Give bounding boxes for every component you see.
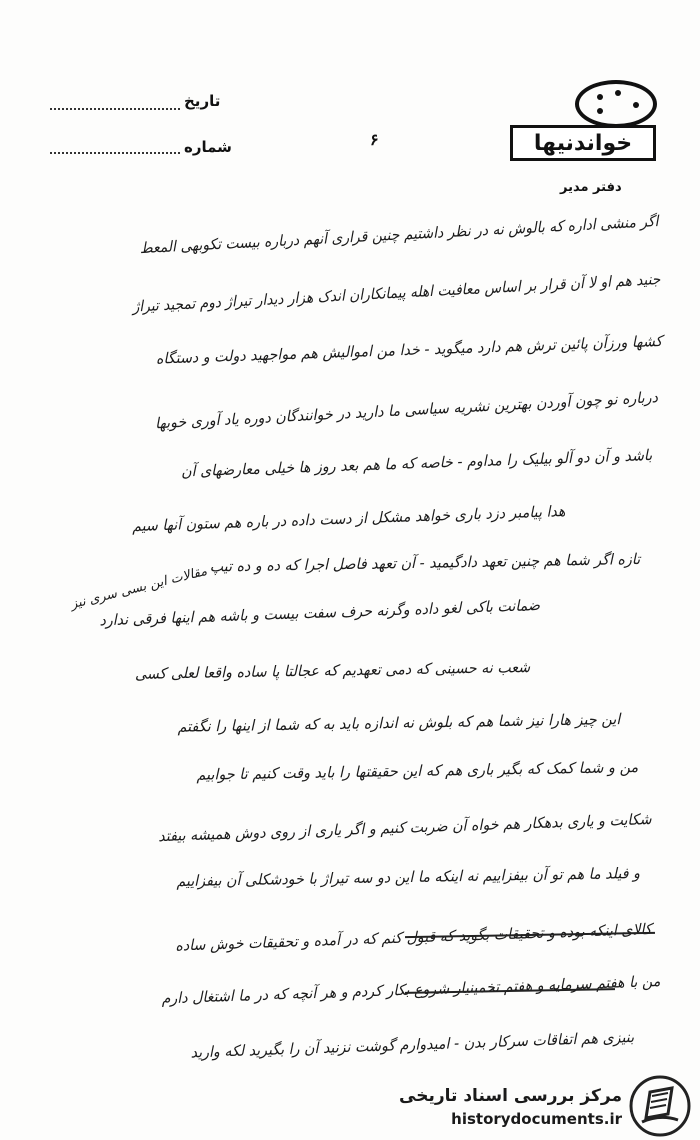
number-label: شماره — [184, 138, 232, 156]
letter-line: من و شما کمک که بگیر باری هم که این حقیقتها را باید وقت کنیم تا جوابیم — [196, 758, 639, 784]
letter-line: جنید هم او لا آن قرار بر اساس معافیت اهله پیمانکاران اندک هزار دیدار تیراژ دوم تمجید تیراژ — [131, 270, 661, 316]
letter-line: ضمانت باکی لغو داده وگرنه حرف سفت بیست و باشه هم اینها فرقی ندارد — [99, 596, 541, 630]
letter-line: کالای اینکه بوده و تحقیقات بگوید که قبول کنم که در آمده و تحقیقات خوش ساده — [175, 920, 653, 955]
date-label: تاریخ — [184, 92, 221, 110]
letter-line: این چیز هارا نیز شما هم که بلوش نه اندازه باید به که شما از اینها را نگفتم — [177, 710, 621, 736]
number-value: ۶ — [370, 130, 379, 149]
archive-logo-icon — [628, 1074, 692, 1138]
letter-line: هدا پیامبر دزد باری خواهد مشکل از دست داده در باره هم ستون آنها سیم — [131, 502, 566, 536]
letter-line: تازه اگر شما هم چنین تعهد دادگیمید - آن تعهد فاصل اجرا که ده و ده تیپ — [209, 550, 641, 576]
margin-note: مقالات این بسی سری نیز — [69, 563, 209, 613]
letter-line: بنیزی هم اتفاقات سرکار بدن - امیدوارم گوشت نزنید آن را بگیرید لکه وارید — [190, 1028, 635, 1062]
watermark-persian: مرکز بررسی اسناد تاریخی — [399, 1086, 622, 1106]
letter-line: درباره نو چون آوردن بهترین نشریه سیاسی ما دارید در خوانندگان دوره یاد آوری خوبها — [154, 388, 659, 433]
letter-line: من با هفتم سرمایه و هفتم تخمینیار شروع بکار کردم و هر آنچه که در ما اشتغال دارم — [160, 972, 661, 1008]
letter-line: کشها ورزآن پائین ترش هم دارد میگوید - خدا من اموالیش هم مواجهید دولت و دستگاه — [155, 332, 663, 368]
letter-line: اگر منشی اداره که بالوش نه در نظر داشتیم چنین قراری آنهم درباره بیست تکوبهی المعط — [138, 212, 659, 258]
letter-line: و فیلد ما هم تو آن بیفزاییم نه اینکه ما این دو سه تیراژ با خودشکلی آن بیفزاییم — [176, 864, 641, 891]
office-label: دفتر مدیر — [560, 180, 622, 195]
letter-line: شعب نه حسینی که دمی تعهدیم که عجالتا پا ساده واقعا لعلی کسی — [134, 658, 531, 683]
letter-line: باشد و آن دو آلو بیلیک را مداوم - خاصه که ما هم بعد روز ها خیلی معارضهای آن — [180, 446, 653, 481]
watermark-url: historydocuments.ir — [451, 1110, 622, 1128]
logo-wordmark: خواندنیها — [510, 125, 656, 161]
letter-line: شکایت و یاری بدهکار هم خواه آن ضربت کنیم و اگر یاری از روی دوش همیشه بیفتد — [158, 810, 653, 846]
